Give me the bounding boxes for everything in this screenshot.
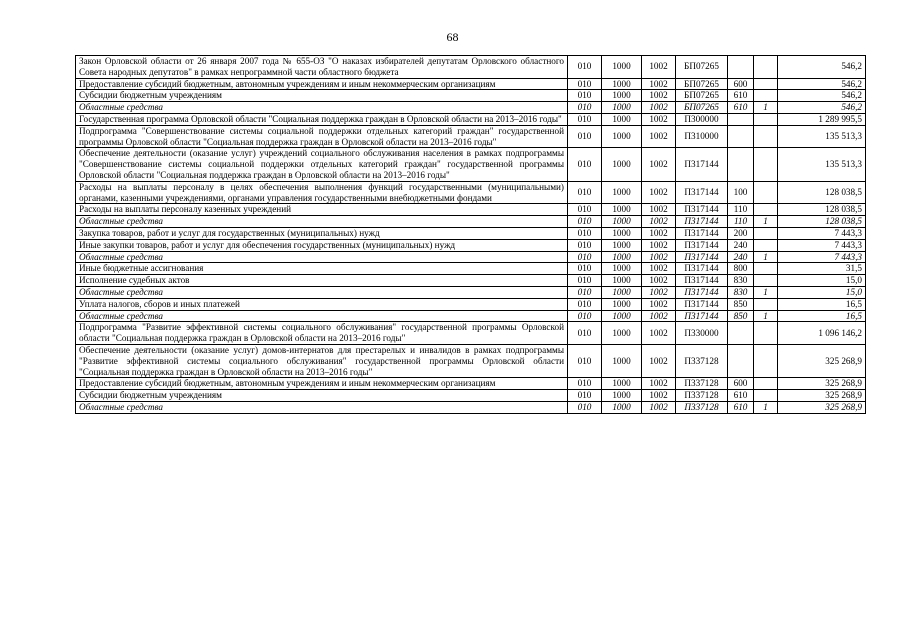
- amount: 16,5: [778, 298, 866, 310]
- table-row: [76, 148, 866, 181]
- subsection-code: 1002: [642, 113, 676, 125]
- table-row: [76, 251, 866, 263]
- funding-source: 1: [754, 102, 778, 114]
- amount: 7 443,3: [778, 239, 866, 251]
- amount: 15,0: [778, 286, 866, 298]
- row-description: Областные средства: [76, 216, 568, 228]
- expense-type-code: 110: [728, 204, 754, 216]
- funding-source: [754, 78, 778, 90]
- expense-type-code: 240: [728, 251, 754, 263]
- ministry-code: 010: [568, 78, 602, 90]
- subsection-code: 1002: [642, 390, 676, 402]
- table-row: [76, 263, 866, 275]
- section-code: 1000: [602, 310, 642, 322]
- amount: 128 038,5: [778, 181, 866, 204]
- ministry-code: 010: [568, 181, 602, 204]
- table-body: [76, 56, 866, 414]
- expense-type-code: 850: [728, 298, 754, 310]
- target-article-code: П317144: [676, 227, 728, 239]
- row-description: Предоставление субсидий бюджетным, автономным учреждениям и иным некоммерческим организациям: [76, 78, 568, 90]
- expense-type-code: [728, 344, 754, 377]
- subsection-code: 1002: [642, 78, 676, 90]
- expense-type-code: [728, 322, 754, 345]
- amount: 1 289 995,5: [778, 113, 866, 125]
- expense-type-code: 610: [728, 390, 754, 402]
- amount: 31,5: [778, 263, 866, 275]
- section-code: 1000: [602, 251, 642, 263]
- section-code: 1000: [602, 181, 642, 204]
- ministry-code: 010: [568, 90, 602, 102]
- amount: 128 038,5: [778, 204, 866, 216]
- expense-type-code: 100: [728, 181, 754, 204]
- ministry-code: 010: [568, 298, 602, 310]
- expense-type-code: [728, 125, 754, 148]
- expense-type-code: 610: [728, 90, 754, 102]
- table-row: [76, 378, 866, 390]
- ministry-code: 010: [568, 390, 602, 402]
- target-article-code: П317144: [676, 216, 728, 228]
- funding-source: [754, 239, 778, 251]
- funding-source: [754, 378, 778, 390]
- subsection-code: 1002: [642, 401, 676, 413]
- funding-source: [754, 90, 778, 102]
- row-description: Расходы на выплаты персоналу в целях обеспечения выполнения функций государственными (муниципальными) органами, казенными учреждениями, органами управления государственными внебюджетными фондами: [76, 181, 568, 204]
- table-row: [76, 401, 866, 413]
- row-description: Государственная программа Орловской области "Социальная поддержка граждан в Орловской области на 2013–2016 годы": [76, 113, 568, 125]
- row-description: Субсидии бюджетным учреждениям: [76, 390, 568, 402]
- section-code: 1000: [602, 239, 642, 251]
- row-description: Обеспечение деятельности (оказание услуг) домов-интернатов для престарелых и инвалидов в рамках подпрограммы "Развитие эффективной системы социального обслуживания" государственной программы Орловской области "Социальная поддержка граждан в Орловской области на 2013–2016 годы": [76, 344, 568, 377]
- funding-source: 1: [754, 286, 778, 298]
- row-description: Исполнение судебных актов: [76, 275, 568, 287]
- section-code: 1000: [602, 390, 642, 402]
- table-row: [76, 90, 866, 102]
- target-article-code: БП07265: [676, 90, 728, 102]
- funding-source: [754, 113, 778, 125]
- funding-source: 1: [754, 251, 778, 263]
- target-article-code: П300000: [676, 113, 728, 125]
- ministry-code: 010: [568, 322, 602, 345]
- row-description: Закупка товаров, работ и услуг для государственных (муниципальных) нужд: [76, 227, 568, 239]
- budget-table: [75, 55, 866, 414]
- funding-source: [754, 125, 778, 148]
- target-article-code: П317144: [676, 181, 728, 204]
- expense-type-code: 110: [728, 216, 754, 228]
- subsection-code: 1002: [642, 322, 676, 345]
- expense-type-code: 600: [728, 378, 754, 390]
- target-article-code: П317144: [676, 286, 728, 298]
- ministry-code: 010: [568, 125, 602, 148]
- target-article-code: П337128: [676, 390, 728, 402]
- section-code: 1000: [602, 298, 642, 310]
- table-row: [76, 102, 866, 114]
- subsection-code: 1002: [642, 275, 676, 287]
- table-row: [76, 227, 866, 239]
- row-description: Уплата налогов, сборов и иных платежей: [76, 298, 568, 310]
- funding-source: [754, 344, 778, 377]
- amount: 1 096 146,2: [778, 322, 866, 345]
- row-description: Предоставление субсидий бюджетным, автономным учреждениям и иным некоммерческим организациям: [76, 378, 568, 390]
- table-row: [76, 56, 866, 79]
- amount: 325 268,9: [778, 378, 866, 390]
- row-description: Иные бюджетные ассигнования: [76, 263, 568, 275]
- expense-type-code: [728, 56, 754, 79]
- amount: 546,2: [778, 102, 866, 114]
- table-row: [76, 286, 866, 298]
- expense-type-code: 610: [728, 102, 754, 114]
- row-description: Закон Орловской области от 26 января 2007 года № 655-ОЗ "О наказах избирателей депутатам Орловского областного Совета народных депутатов" в рамках непрограммной части областного бюджета: [76, 56, 568, 79]
- ministry-code: 010: [568, 102, 602, 114]
- amount: 16,5: [778, 310, 866, 322]
- ministry-code: 010: [568, 263, 602, 275]
- ministry-code: 010: [568, 344, 602, 377]
- section-code: 1000: [602, 322, 642, 345]
- ministry-code: 010: [568, 378, 602, 390]
- section-code: 1000: [602, 286, 642, 298]
- amount: 546,2: [778, 90, 866, 102]
- subsection-code: 1002: [642, 298, 676, 310]
- funding-source: [754, 298, 778, 310]
- subsection-code: 1002: [642, 148, 676, 181]
- amount: 7 443,3: [778, 227, 866, 239]
- section-code: 1000: [602, 56, 642, 79]
- ministry-code: 010: [568, 113, 602, 125]
- section-code: 1000: [602, 102, 642, 114]
- amount: 325 268,9: [778, 344, 866, 377]
- funding-source: 1: [754, 216, 778, 228]
- amount: 546,2: [778, 56, 866, 79]
- table-row: [76, 344, 866, 377]
- target-article-code: П317144: [676, 251, 728, 263]
- row-description: Областные средства: [76, 310, 568, 322]
- target-article-code: П317144: [676, 263, 728, 275]
- ministry-code: 010: [568, 401, 602, 413]
- amount: 7 443,3: [778, 251, 866, 263]
- funding-source: [754, 263, 778, 275]
- section-code: 1000: [602, 344, 642, 377]
- page-number: 68: [446, 30, 459, 44]
- row-description: Расходы на выплаты персоналу казенных учреждений: [76, 204, 568, 216]
- target-article-code: П317144: [676, 204, 728, 216]
- subsection-code: 1002: [642, 227, 676, 239]
- funding-source: [754, 227, 778, 239]
- amount: 135 513,3: [778, 148, 866, 181]
- section-code: 1000: [602, 263, 642, 275]
- expense-type-code: 800: [728, 263, 754, 275]
- row-description: Областные средства: [76, 286, 568, 298]
- ministry-code: 010: [568, 310, 602, 322]
- expense-type-code: 830: [728, 275, 754, 287]
- subsection-code: 1002: [642, 204, 676, 216]
- subsection-code: 1002: [642, 310, 676, 322]
- ministry-code: 010: [568, 286, 602, 298]
- subsection-code: 1002: [642, 286, 676, 298]
- funding-source: [754, 148, 778, 181]
- table-row: [76, 239, 866, 251]
- section-code: 1000: [602, 275, 642, 287]
- table-row: [76, 181, 866, 204]
- amount: 135 513,3: [778, 125, 866, 148]
- row-description: Подпрограмма "Совершенствование системы социальной поддержки отдельных категорий граждан" государственной программы Орловской области "Социальная поддержка граждан в Орловской области на 2013–2016 годы": [76, 125, 568, 148]
- section-code: 1000: [602, 90, 642, 102]
- subsection-code: 1002: [642, 216, 676, 228]
- expense-type-code: 600: [728, 78, 754, 90]
- target-article-code: БП07265: [676, 102, 728, 114]
- ministry-code: 010: [568, 56, 602, 79]
- table-row: [76, 78, 866, 90]
- table-row: [76, 275, 866, 287]
- amount: 325 268,9: [778, 390, 866, 402]
- section-code: 1000: [602, 401, 642, 413]
- row-description: Областные средства: [76, 102, 568, 114]
- table-row: [76, 125, 866, 148]
- funding-source: [754, 390, 778, 402]
- subsection-code: 1002: [642, 90, 676, 102]
- expense-type-code: 240: [728, 239, 754, 251]
- subsection-code: 1002: [642, 344, 676, 377]
- ministry-code: 010: [568, 204, 602, 216]
- row-description: Субсидии бюджетным учреждениям: [76, 90, 568, 102]
- subsection-code: 1002: [642, 125, 676, 148]
- ministry-code: 010: [568, 275, 602, 287]
- funding-source: [754, 181, 778, 204]
- target-article-code: БП07265: [676, 78, 728, 90]
- table-row: [76, 216, 866, 228]
- table-row: [76, 390, 866, 402]
- row-description: Областные средства: [76, 401, 568, 413]
- section-code: 1000: [602, 227, 642, 239]
- row-description: Подпрограмма "Развитие эффективной системы социального обслуживания" государственной программы Орловской области "Социальная поддержка граждан в Орловской области на 2013–2016 годы": [76, 322, 568, 345]
- target-article-code: П337128: [676, 344, 728, 377]
- expense-type-code: 610: [728, 401, 754, 413]
- subsection-code: 1002: [642, 239, 676, 251]
- target-article-code: П317144: [676, 275, 728, 287]
- amount: 546,2: [778, 78, 866, 90]
- target-article-code: П317144: [676, 298, 728, 310]
- target-article-code: П317144: [676, 239, 728, 251]
- target-article-code: П317144: [676, 310, 728, 322]
- table-row: [76, 113, 866, 125]
- ministry-code: 010: [568, 251, 602, 263]
- subsection-code: 1002: [642, 251, 676, 263]
- ministry-code: 010: [568, 216, 602, 228]
- subsection-code: 1002: [642, 378, 676, 390]
- amount: 325 268,9: [778, 401, 866, 413]
- section-code: 1000: [602, 204, 642, 216]
- target-article-code: П330000: [676, 322, 728, 345]
- expense-type-code: 830: [728, 286, 754, 298]
- funding-source: [754, 56, 778, 79]
- subsection-code: 1002: [642, 263, 676, 275]
- table-row: [76, 298, 866, 310]
- expense-type-code: [728, 148, 754, 181]
- table-row: [76, 310, 866, 322]
- funding-source: [754, 275, 778, 287]
- target-article-code: БП07265: [676, 56, 728, 79]
- subsection-code: 1002: [642, 56, 676, 79]
- expense-type-code: [728, 113, 754, 125]
- section-code: 1000: [602, 216, 642, 228]
- expense-type-code: 200: [728, 227, 754, 239]
- section-code: 1000: [602, 378, 642, 390]
- ministry-code: 010: [568, 148, 602, 181]
- expense-type-code: 850: [728, 310, 754, 322]
- funding-source: 1: [754, 310, 778, 322]
- target-article-code: П337128: [676, 378, 728, 390]
- section-code: 1000: [602, 148, 642, 181]
- target-article-code: П310000: [676, 125, 728, 148]
- target-article-code: П337128: [676, 401, 728, 413]
- table-row: [76, 322, 866, 345]
- subsection-code: 1002: [642, 181, 676, 204]
- subsection-code: 1002: [642, 102, 676, 114]
- row-description: Областные средства: [76, 251, 568, 263]
- row-description: Иные закупки товаров, работ и услуг для обеспечения государственных (муниципальных) нужд: [76, 239, 568, 251]
- ministry-code: 010: [568, 239, 602, 251]
- amount: 128 038,5: [778, 216, 866, 228]
- section-code: 1000: [602, 78, 642, 90]
- ministry-code: 010: [568, 227, 602, 239]
- row-description: Обеспечение деятельности (оказание услуг) учреждений социального обслуживания населения в рамках подпрограммы "Совершенствование системы социальной поддержки отдельных категорий граждан" государственной программы Орловской области "Социальная поддержка граждан в Орловской области на 2013–2016 годы": [76, 148, 568, 181]
- section-code: 1000: [602, 113, 642, 125]
- table-row: [76, 204, 866, 216]
- funding-source: 1: [754, 401, 778, 413]
- funding-source: [754, 204, 778, 216]
- target-article-code: П317144: [676, 148, 728, 181]
- amount: 15,0: [778, 275, 866, 287]
- funding-source: [754, 322, 778, 345]
- section-code: 1000: [602, 125, 642, 148]
